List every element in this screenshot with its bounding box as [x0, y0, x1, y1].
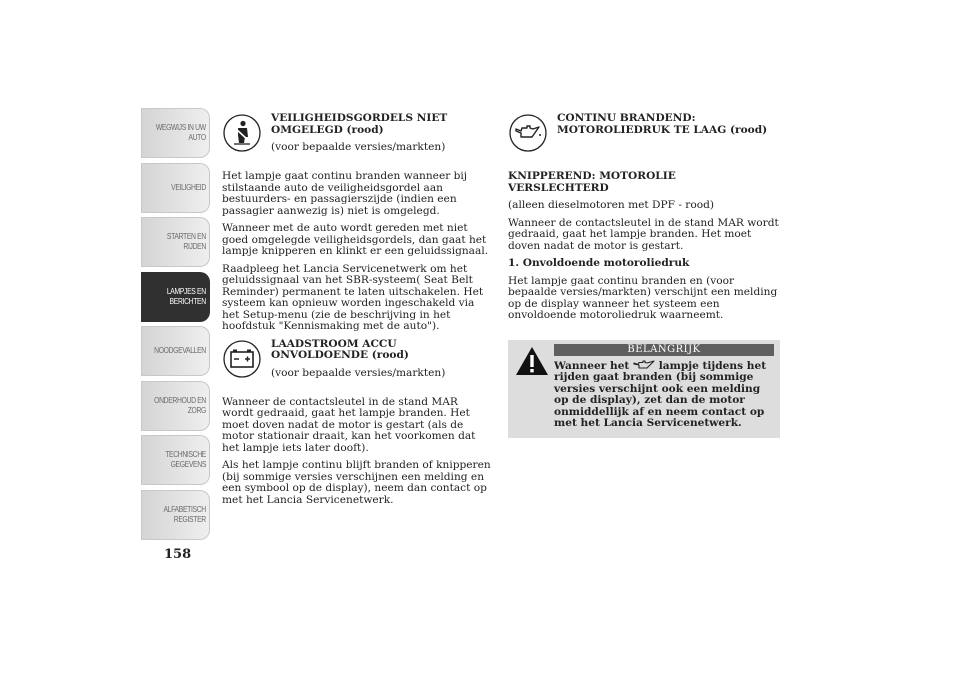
sub-text: Het lampje gaat continu branden en (voor bepaalde versies/markten) verschijnt een melding op de display wanneer het systeem een onvoldoende motoroliedruk waarneemt.: [508, 274, 778, 321]
tab-noodgevallen[interactable]: [141, 326, 210, 376]
tab-wegwijs[interactable]: [141, 108, 210, 158]
tab-technische[interactable]: [141, 435, 210, 485]
warning-triangle-icon: [515, 346, 549, 376]
warning-header: BELANGRIJK: [554, 344, 774, 356]
blink-text: Wanneer de contactsleutel in de stand MAR wordt gedraaid, gaat het lampje branden. Het moet doven nadat de motor is gestart.: [508, 216, 779, 252]
tab-label: ALFABETISCH REGISTER: [163, 504, 206, 524]
oil-title: CONTINU BRANDEND: MOTOROLIEDRUK TE LAAG (rood): [557, 112, 768, 136]
blink-title: KNIPPEREND: MOTOROLIE VERSLECHTERD: [508, 170, 676, 194]
battery-paragraph: Wanneer de contactsleutel in de stand MAR wordt gedraaid, gaat het lampje branden. Het moet doven nadat de motor is gestart (als de motor stationair draait, kan het voorkomen dat het lampje iets later dooft).: [222, 395, 476, 454]
seatbelt-entry: [222, 113, 492, 167]
tab-lampjes[interactable]: [141, 272, 210, 322]
battery-entry: [222, 339, 492, 393]
blink-note: (alleen dieselmotoren met DPF - rood): [508, 199, 715, 211]
battery-icon: [222, 339, 262, 379]
tab-label: ONDERHOUD EN ZORG: [154, 395, 206, 415]
warning-text-after: lampje tijdens het rijden gaat branden (bij sommige versies verschijnt ook een melding op de display), zet dan de motor onmiddellijk af en neem contact op met het Lancia Servicenetwerk.: [554, 359, 767, 429]
battery-title: LAADSTROOM ACCU ONVOLDOENDE (rood): [271, 337, 409, 361]
tab-label: TECHNISCHE GEGEVENS: [165, 450, 206, 469]
seatbelt-paragraph: Raadpleeg het Lancia Servicenetwerk om het geluidssignaal van het SBR-systeem( Seat Belt Reminder) permanent te laten uitschakelen. Het systeem kan opnieuw worden ingeschakeld via het Setup-menu (zie de beschrijving in het hoofdstuk "Kennismaking met de auto").: [222, 262, 484, 332]
tab-onderhoud[interactable]: [141, 381, 210, 431]
tab-veiligheid[interactable]: [141, 163, 210, 213]
left-column: [222, 113, 492, 512]
tab-starten[interactable]: [141, 217, 210, 267]
warning-body: [514, 360, 774, 430]
battery-paragraph: Als het lampje continu blijft branden of knipperen (bij sommige versies verschijnen een melding en een symbool op de display), neem dan contact op met het Lancia Servicenetwerk.: [222, 459, 491, 506]
tab-register[interactable]: [141, 490, 210, 540]
warning-box: [508, 340, 780, 438]
tab-label: NOODGEVALLEN: [154, 346, 206, 355]
tab-label: WEGWIJS IN UW AUTO: [156, 123, 206, 142]
seatbelt-paragraph: Wanneer met de auto wordt gereden met niet goed omgelegde veiligheidsgordels, dan gaat het lampje knipperen en klinkt er een geluidssignaal.: [222, 222, 489, 257]
tab-label: STARTEN EN RIJDEN: [166, 232, 206, 251]
tab-label: LAMPJES EN BERICHTEN: [167, 286, 206, 306]
seatbelt-paragraph: Het lampje gaat continu branden wanneer bij stilstaande auto de veiligheidsgordel aan bestuurders- en passagierszijde (indien een passagier aanwezig is) niet is omgelegd.: [222, 170, 468, 217]
page-number: 158: [164, 547, 192, 562]
chapter-tabs: [141, 108, 210, 544]
warning-text-before: Wanneer het: [554, 359, 630, 372]
oil-can-icon: [508, 113, 548, 153]
oil-entry: [508, 113, 780, 167]
battery-note: (voor bepaalde versies/markten): [271, 366, 446, 379]
tab-label: VEILIGHEID: [171, 182, 206, 192]
seatbelt-note: (voor bepaalde versies/markten): [271, 141, 446, 153]
sub-heading: 1. Onvoldoende motoroliedruk: [508, 257, 690, 269]
seatbelt-title: VEILIGHEIDSGORDELS NIET OMGELEGD (rood): [271, 112, 448, 136]
seatbelt-icon: [222, 113, 262, 153]
oil-can-icon: [633, 360, 655, 370]
right-column: [508, 113, 780, 438]
